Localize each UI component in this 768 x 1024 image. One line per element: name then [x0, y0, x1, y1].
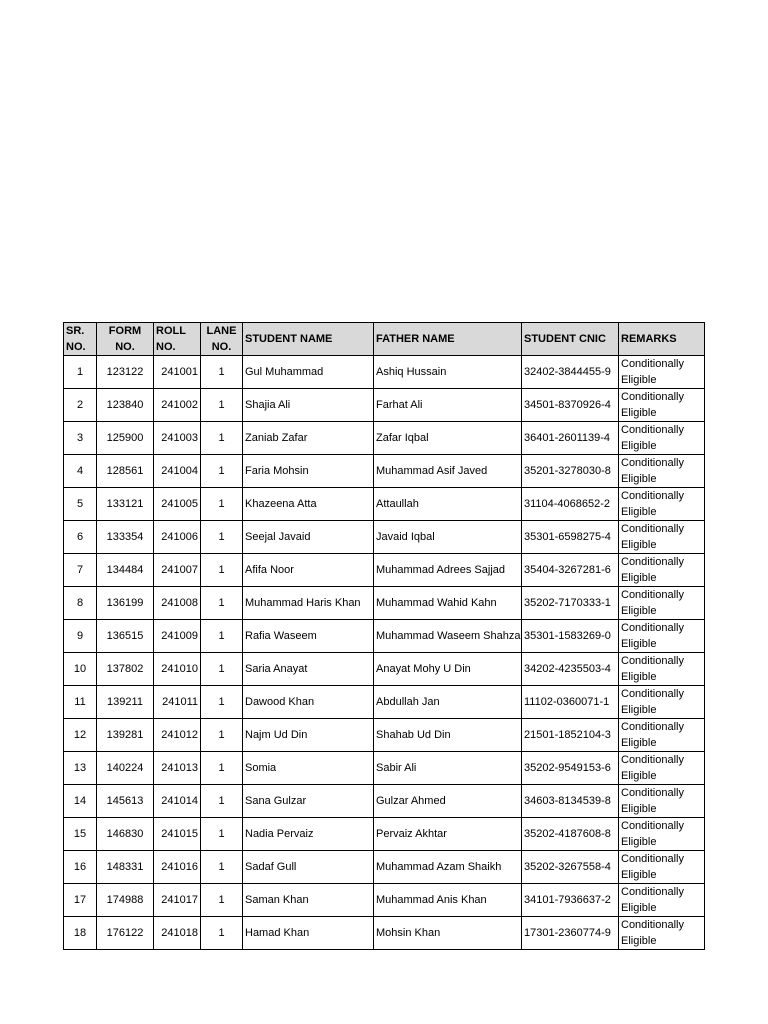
- cell-lane-no: 1: [201, 653, 243, 686]
- table-row: [64, 686, 705, 719]
- cell-remarks: Conditionally Eligible: [619, 488, 705, 521]
- table-row: [64, 818, 705, 851]
- cell-student-cnic: 35301-6598275-4: [522, 521, 619, 554]
- cell-roll-no: 241018: [154, 917, 201, 950]
- cell-form-no: 139211: [97, 686, 154, 719]
- cell-remarks: Conditionally Eligible: [619, 884, 705, 917]
- cell-remarks: Conditionally Eligible: [619, 389, 705, 422]
- cell-sr-no: 11: [64, 686, 97, 719]
- cell-student-name: Hamad Khan: [243, 917, 374, 950]
- cell-sr-no: 6: [64, 521, 97, 554]
- table-row: [64, 488, 705, 521]
- table-row: [64, 521, 705, 554]
- cell-form-no: 146830: [97, 818, 154, 851]
- cell-roll-no: 241005: [154, 488, 201, 521]
- cell-form-no: 136515: [97, 620, 154, 653]
- cell-remarks: Conditionally Eligible: [619, 719, 705, 752]
- cell-remarks: Conditionally Eligible: [619, 752, 705, 785]
- cell-lane-no: 1: [201, 488, 243, 521]
- table-body: [64, 356, 705, 950]
- cell-lane-no: 1: [201, 554, 243, 587]
- cell-student-name: Saria Anayat: [243, 653, 374, 686]
- cell-student-name: Faria Mohsin: [243, 455, 374, 488]
- cell-student-cnic: 34501-8370926-4: [522, 389, 619, 422]
- cell-roll-no: 241017: [154, 884, 201, 917]
- cell-remarks: Conditionally Eligible: [619, 818, 705, 851]
- header-row: [64, 323, 705, 356]
- cell-lane-no: 1: [201, 455, 243, 488]
- table-row: [64, 851, 705, 884]
- cell-form-no: 125900: [97, 422, 154, 455]
- cell-student-name: Khazeena Atta: [243, 488, 374, 521]
- cell-roll-no: 241011: [154, 686, 201, 719]
- cell-student-cnic: 35404-3267281-6: [522, 554, 619, 587]
- cell-father-name: Farhat Ali: [374, 389, 522, 422]
- cell-roll-no: 241002: [154, 389, 201, 422]
- cell-roll-no: 241006: [154, 521, 201, 554]
- cell-lane-no: 1: [201, 719, 243, 752]
- cell-student-cnic: 35201-3278030-8: [522, 455, 619, 488]
- cell-lane-no: 1: [201, 422, 243, 455]
- cell-roll-no: 241009: [154, 620, 201, 653]
- cell-lane-no: 1: [201, 521, 243, 554]
- cell-lane-no: 1: [201, 752, 243, 785]
- cell-roll-no: 241012: [154, 719, 201, 752]
- cell-student-name: Najm Ud Din: [243, 719, 374, 752]
- cell-father-name: Pervaiz Akhtar: [374, 818, 522, 851]
- cell-roll-no: 241015: [154, 818, 201, 851]
- cell-roll-no: 241004: [154, 455, 201, 488]
- cell-remarks: Conditionally Eligible: [619, 554, 705, 587]
- cell-sr-no: 7: [64, 554, 97, 587]
- cell-sr-no: 4: [64, 455, 97, 488]
- cell-roll-no: 241014: [154, 785, 201, 818]
- cell-lane-no: 1: [201, 851, 243, 884]
- cell-form-no: 137802: [97, 653, 154, 686]
- cell-father-name: Javaid Iqbal: [374, 521, 522, 554]
- cell-lane-no: 1: [201, 917, 243, 950]
- table-row: [64, 554, 705, 587]
- header-student-name: STUDENT NAME: [243, 323, 374, 356]
- cell-father-name: Zafar Iqbal: [374, 422, 522, 455]
- cell-roll-no: 241003: [154, 422, 201, 455]
- cell-father-name: Muhammad Wahid Kahn: [374, 587, 522, 620]
- cell-roll-no: 241007: [154, 554, 201, 587]
- cell-form-no: 133121: [97, 488, 154, 521]
- cell-roll-no: 241013: [154, 752, 201, 785]
- cell-student-cnic: 21501-1852104-3: [522, 719, 619, 752]
- table-row: [64, 389, 705, 422]
- cell-form-no: 140224: [97, 752, 154, 785]
- cell-form-no: 176122: [97, 917, 154, 950]
- header-student-cnic: STUDENT CNIC: [522, 323, 619, 356]
- cell-student-name: Nadia Pervaiz: [243, 818, 374, 851]
- table-row: [64, 719, 705, 752]
- cell-sr-no: 5: [64, 488, 97, 521]
- cell-sr-no: 2: [64, 389, 97, 422]
- cell-father-name: Muhammad Anis Khan: [374, 884, 522, 917]
- cell-lane-no: 1: [201, 686, 243, 719]
- cell-father-name: Attaullah: [374, 488, 522, 521]
- table-header: [64, 323, 705, 356]
- cell-sr-no: 1: [64, 356, 97, 389]
- cell-student-name: Zaniab Zafar: [243, 422, 374, 455]
- cell-lane-no: 1: [201, 884, 243, 917]
- header-form-no: FORM NO.: [97, 323, 154, 356]
- cell-student-name: Somia: [243, 752, 374, 785]
- cell-lane-no: 1: [201, 356, 243, 389]
- cell-form-no: 123122: [97, 356, 154, 389]
- cell-roll-no: 241010: [154, 653, 201, 686]
- cell-student-cnic: 35202-3267558-4: [522, 851, 619, 884]
- cell-remarks: Conditionally Eligible: [619, 653, 705, 686]
- cell-remarks: Conditionally Eligible: [619, 686, 705, 719]
- cell-student-cnic: 36401-2601139-4: [522, 422, 619, 455]
- cell-remarks: Conditionally Eligible: [619, 521, 705, 554]
- cell-student-name: Afifa Noor: [243, 554, 374, 587]
- cell-lane-no: 1: [201, 389, 243, 422]
- table-row: [64, 884, 705, 917]
- cell-father-name: Abdullah Jan: [374, 686, 522, 719]
- cell-sr-no: 13: [64, 752, 97, 785]
- cell-father-name: Muhammad Asif Javed: [374, 455, 522, 488]
- cell-student-name: Seejal Javaid: [243, 521, 374, 554]
- cell-remarks: Conditionally Eligible: [619, 422, 705, 455]
- cell-form-no: 136199: [97, 587, 154, 620]
- cell-lane-no: 1: [201, 785, 243, 818]
- table-row: [64, 653, 705, 686]
- table-row: [64, 752, 705, 785]
- cell-sr-no: 3: [64, 422, 97, 455]
- header-roll-no: ROLL NO.: [154, 323, 201, 356]
- table-row: [64, 620, 705, 653]
- cell-student-cnic: 11102-0360071-1: [522, 686, 619, 719]
- cell-form-no: 174988: [97, 884, 154, 917]
- cell-remarks: Conditionally Eligible: [619, 587, 705, 620]
- cell-sr-no: 16: [64, 851, 97, 884]
- cell-student-cnic: 34202-4235503-4: [522, 653, 619, 686]
- cell-student-name: Rafia Waseem: [243, 620, 374, 653]
- cell-student-cnic: 35202-7170333-1: [522, 587, 619, 620]
- cell-roll-no: 241016: [154, 851, 201, 884]
- table-row: [64, 587, 705, 620]
- student-list-sheet: [63, 322, 704, 950]
- cell-remarks: Conditionally Eligible: [619, 917, 705, 950]
- cell-form-no: 134484: [97, 554, 154, 587]
- cell-student-cnic: 31104-4068652-2: [522, 488, 619, 521]
- cell-student-cnic: 35202-4187608-8: [522, 818, 619, 851]
- table-row: [64, 356, 705, 389]
- cell-sr-no: 12: [64, 719, 97, 752]
- cell-father-name: Muhammad Waseem Shahza: [374, 620, 522, 653]
- cell-form-no: 123840: [97, 389, 154, 422]
- cell-roll-no: 241001: [154, 356, 201, 389]
- cell-father-name: Muhammad Azam Shaikh: [374, 851, 522, 884]
- cell-student-name: Gul Muhammad: [243, 356, 374, 389]
- cell-sr-no: 10: [64, 653, 97, 686]
- cell-lane-no: 1: [201, 620, 243, 653]
- cell-student-cnic: 35202-9549153-6: [522, 752, 619, 785]
- cell-form-no: 128561: [97, 455, 154, 488]
- student-table: [63, 322, 705, 950]
- cell-form-no: 148331: [97, 851, 154, 884]
- cell-form-no: 145613: [97, 785, 154, 818]
- cell-father-name: Shahab Ud Din: [374, 719, 522, 752]
- table-row: [64, 455, 705, 488]
- table-row: [64, 917, 705, 950]
- cell-student-name: Saman Khan: [243, 884, 374, 917]
- header-sr-no: SR. NO.: [64, 323, 97, 356]
- cell-student-cnic: 35301-1583269-0: [522, 620, 619, 653]
- cell-student-cnic: 17301-2360774-9: [522, 917, 619, 950]
- cell-form-no: 133354: [97, 521, 154, 554]
- cell-remarks: Conditionally Eligible: [619, 455, 705, 488]
- cell-remarks: Conditionally Eligible: [619, 851, 705, 884]
- cell-student-name: Sadaf Gull: [243, 851, 374, 884]
- cell-student-name: Muhammad Haris Khan: [243, 587, 374, 620]
- cell-roll-no: 241008: [154, 587, 201, 620]
- cell-remarks: Conditionally Eligible: [619, 356, 705, 389]
- cell-father-name: Mohsin Khan: [374, 917, 522, 950]
- table-row: [64, 785, 705, 818]
- cell-sr-no: 8: [64, 587, 97, 620]
- header-lane-no: LANE NO.: [201, 323, 243, 356]
- cell-father-name: Ashiq Hussain: [374, 356, 522, 389]
- header-father-name: FATHER NAME: [374, 323, 522, 356]
- table-row: [64, 422, 705, 455]
- cell-father-name: Muhammad Adrees Sajjad: [374, 554, 522, 587]
- cell-sr-no: 9: [64, 620, 97, 653]
- cell-student-cnic: 34101-7936637-2: [522, 884, 619, 917]
- cell-student-name: Shajia Ali: [243, 389, 374, 422]
- cell-father-name: Gulzar Ahmed: [374, 785, 522, 818]
- cell-remarks: Conditionally Eligible: [619, 785, 705, 818]
- cell-sr-no: 17: [64, 884, 97, 917]
- cell-father-name: Anayat Mohy U Din: [374, 653, 522, 686]
- cell-sr-no: 18: [64, 917, 97, 950]
- cell-remarks: Conditionally Eligible: [619, 620, 705, 653]
- cell-form-no: 139281: [97, 719, 154, 752]
- cell-lane-no: 1: [201, 587, 243, 620]
- cell-student-name: Sana Gulzar: [243, 785, 374, 818]
- cell-sr-no: 14: [64, 785, 97, 818]
- cell-sr-no: 15: [64, 818, 97, 851]
- cell-student-name: Dawood Khan: [243, 686, 374, 719]
- header-remarks: REMARKS: [619, 323, 705, 356]
- cell-lane-no: 1: [201, 818, 243, 851]
- cell-student-cnic: 32402-3844455-9: [522, 356, 619, 389]
- cell-father-name: Sabir Ali: [374, 752, 522, 785]
- cell-student-cnic: 34603-8134539-8: [522, 785, 619, 818]
